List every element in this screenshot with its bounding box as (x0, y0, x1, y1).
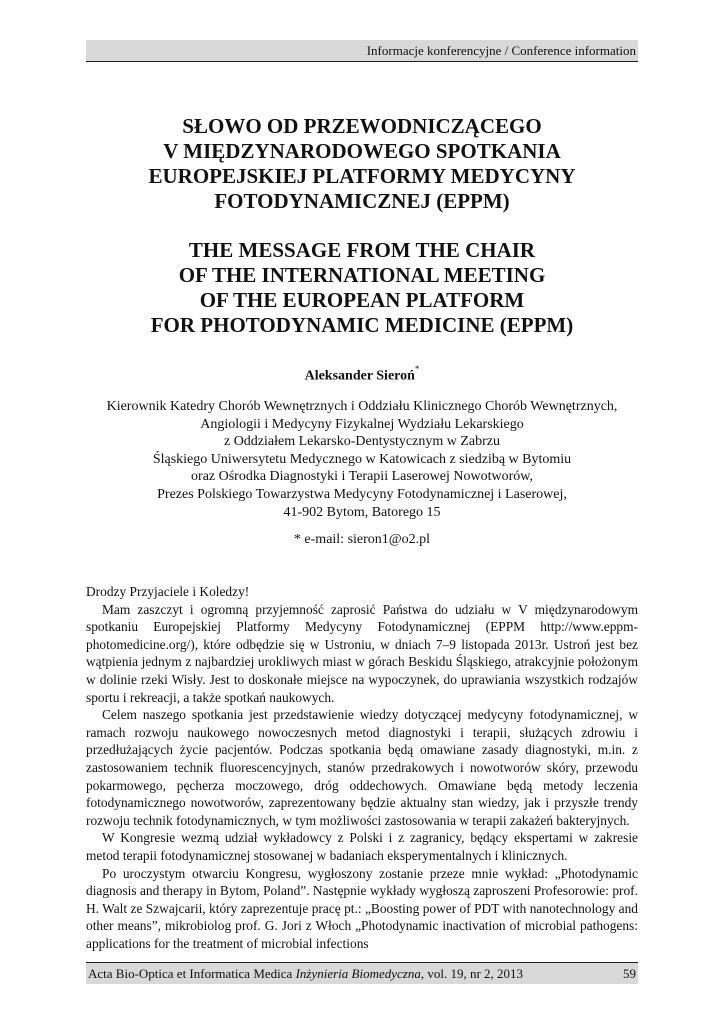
author-email: * e-mail: sieron1@o2.pl (293, 532, 431, 547)
paragraph: Po uroczystym otwarciu Kongresu, wygłoszony zostanie przeze mnie wykład: „Photodynamic diagnosis and therapy in Bytom, Poland”. Następnie wykłady wygłoszą zaproszeni Profesorowie: prof. H. Walt ze Szwajcarii, który zaprezentuje pracę pt.: „Boosting power of PDT with nanotechnology and other means”, mikrobiolog prof. G. Jori z Włoch „Photodynamic inactivation of microbial pathogens: applications for the treatment of microbial infections (86, 865, 638, 951)
author-marker: * (414, 364, 420, 374)
body-text (86, 583, 638, 952)
affiliation (86, 398, 638, 521)
title-english (86, 238, 638, 338)
paragraph: Mam zaszczyt i ogromną przyjemność zaprosić Państwa do udziału w V międzynarodowym spotkaniu Europejskiej Platformy Medycyny Fotodynamicznej (EPPM http://www.eppm-photomedicine.org/), które odbędzie się w Ustroniu, w dniach 7–9 listopada 2013r. Ustroń jest bez wątpienia jednym z najbardziej urokliwych miast w górach Beskidu Śląskiego, atrakcyjnie położonym w dolinie rzeki Wisły. Jest to doskonałe miejsce na wypoczynek, do uprawiania wszystkich rodzajów sportu i rekreacji, a także spotkań naukowych. (86, 601, 638, 705)
title-line: SŁOWO OD PRZEWODNICZĄCEGO (182, 114, 542, 138)
section-label: Informacje konferencyjne / Conference information (366, 43, 636, 58)
author-name: Aleksander Sieroń (304, 368, 415, 384)
title-line: OF THE EUROPEAN PLATFORM (199, 288, 525, 312)
paragraph: Celem naszego spotkania jest przedstawienie wiedzy dotyczącej medycyny fotodynamicznej, w ramach rozwoju naukowego nowoczesnych metod diagnostyki i terapii, służących zdrowiu i przedłużających życie pacjentów. Podczas spotkania będą omawiane zasady diagnostyki, m.in. z zastosowaniem technik fluorescencyjnych, stanów przedrakowych i nowotworów skóry, przewodu pokarmowego, pęcherza moczowego, dróg oddechowych. Omawiane będą metody leczenia fotodynamicznego nowotworów, zaprezentowany będzie aktualny stan wiedzy, jak i przyszłe trendy rozwoju technik fotodynamicznych, w tym możliwości zastosowania w terapii zakażeń bakteryjnych. (86, 707, 638, 828)
salutation: Drodzy Przyjaciele i Koledzy! (86, 584, 250, 599)
paragraph: W Kongresie wezmą udział wykładowcy z Polski i z zagranicy, będący ekspertami w zakresie metod terapii fotodynamicznej stosowanej w badaniach eksperymentalnych i klinicznych. (86, 830, 638, 863)
running-header (86, 40, 638, 62)
title-line: OF THE INTERNATIONAL MEETING (178, 263, 546, 287)
affiliation-line: 41-902 Bytom, Batorego 15 (283, 504, 441, 520)
affiliation-line: z Oddziałem Lekarsko-Dentystycznym w Zabrzu (223, 434, 500, 450)
affiliation-line: Śląskiego Uniwersytetu Medycznego w Katowicach z siedzibą w Bytomiu (152, 451, 572, 467)
journal-issue: , vol. 19, nr 2, 2013 (420, 966, 524, 981)
running-footer (86, 962, 638, 984)
title-line: FOR PHOTODYNAMIC MEDICINE (EPPM) (150, 313, 574, 337)
page-number: 59 (623, 966, 636, 981)
author (86, 362, 638, 386)
affiliation-line: Angiologii i Medycyny Fizykalnej Wydziału Lekarskiego (200, 416, 524, 432)
journal-name-italic: Inżynieria Biomedyczna (295, 966, 421, 981)
affiliation-line: oraz Ośrodka Diagnostyki i Terapii Laserowej Nowotworów, (191, 469, 533, 485)
journal-citation (88, 963, 523, 984)
affiliation-line: Kierownik Katedry Chorób Wewnętrznych i Oddziału Klinicznego Chorób Wewnętrznych, (106, 399, 618, 414)
affiliation-line: Prezes Polskiego Towarzystwa Medycyny Fotodynamicznej i Laserowej, (157, 486, 567, 502)
title-line: V MIĘDZYNARODOWEGO SPOTKANIA (163, 139, 561, 163)
title-line: EUROPEJSKIEJ PLATFORMY MEDYCYNY (148, 164, 576, 188)
title-line: THE MESSAGE FROM THE CHAIR (188, 238, 536, 262)
title-polish (86, 114, 638, 214)
journal-name: Acta Bio-Optica et Informatica Medica (88, 966, 293, 981)
title-line: FOTODYNAMICZNEJ (EPPM) (214, 189, 510, 213)
